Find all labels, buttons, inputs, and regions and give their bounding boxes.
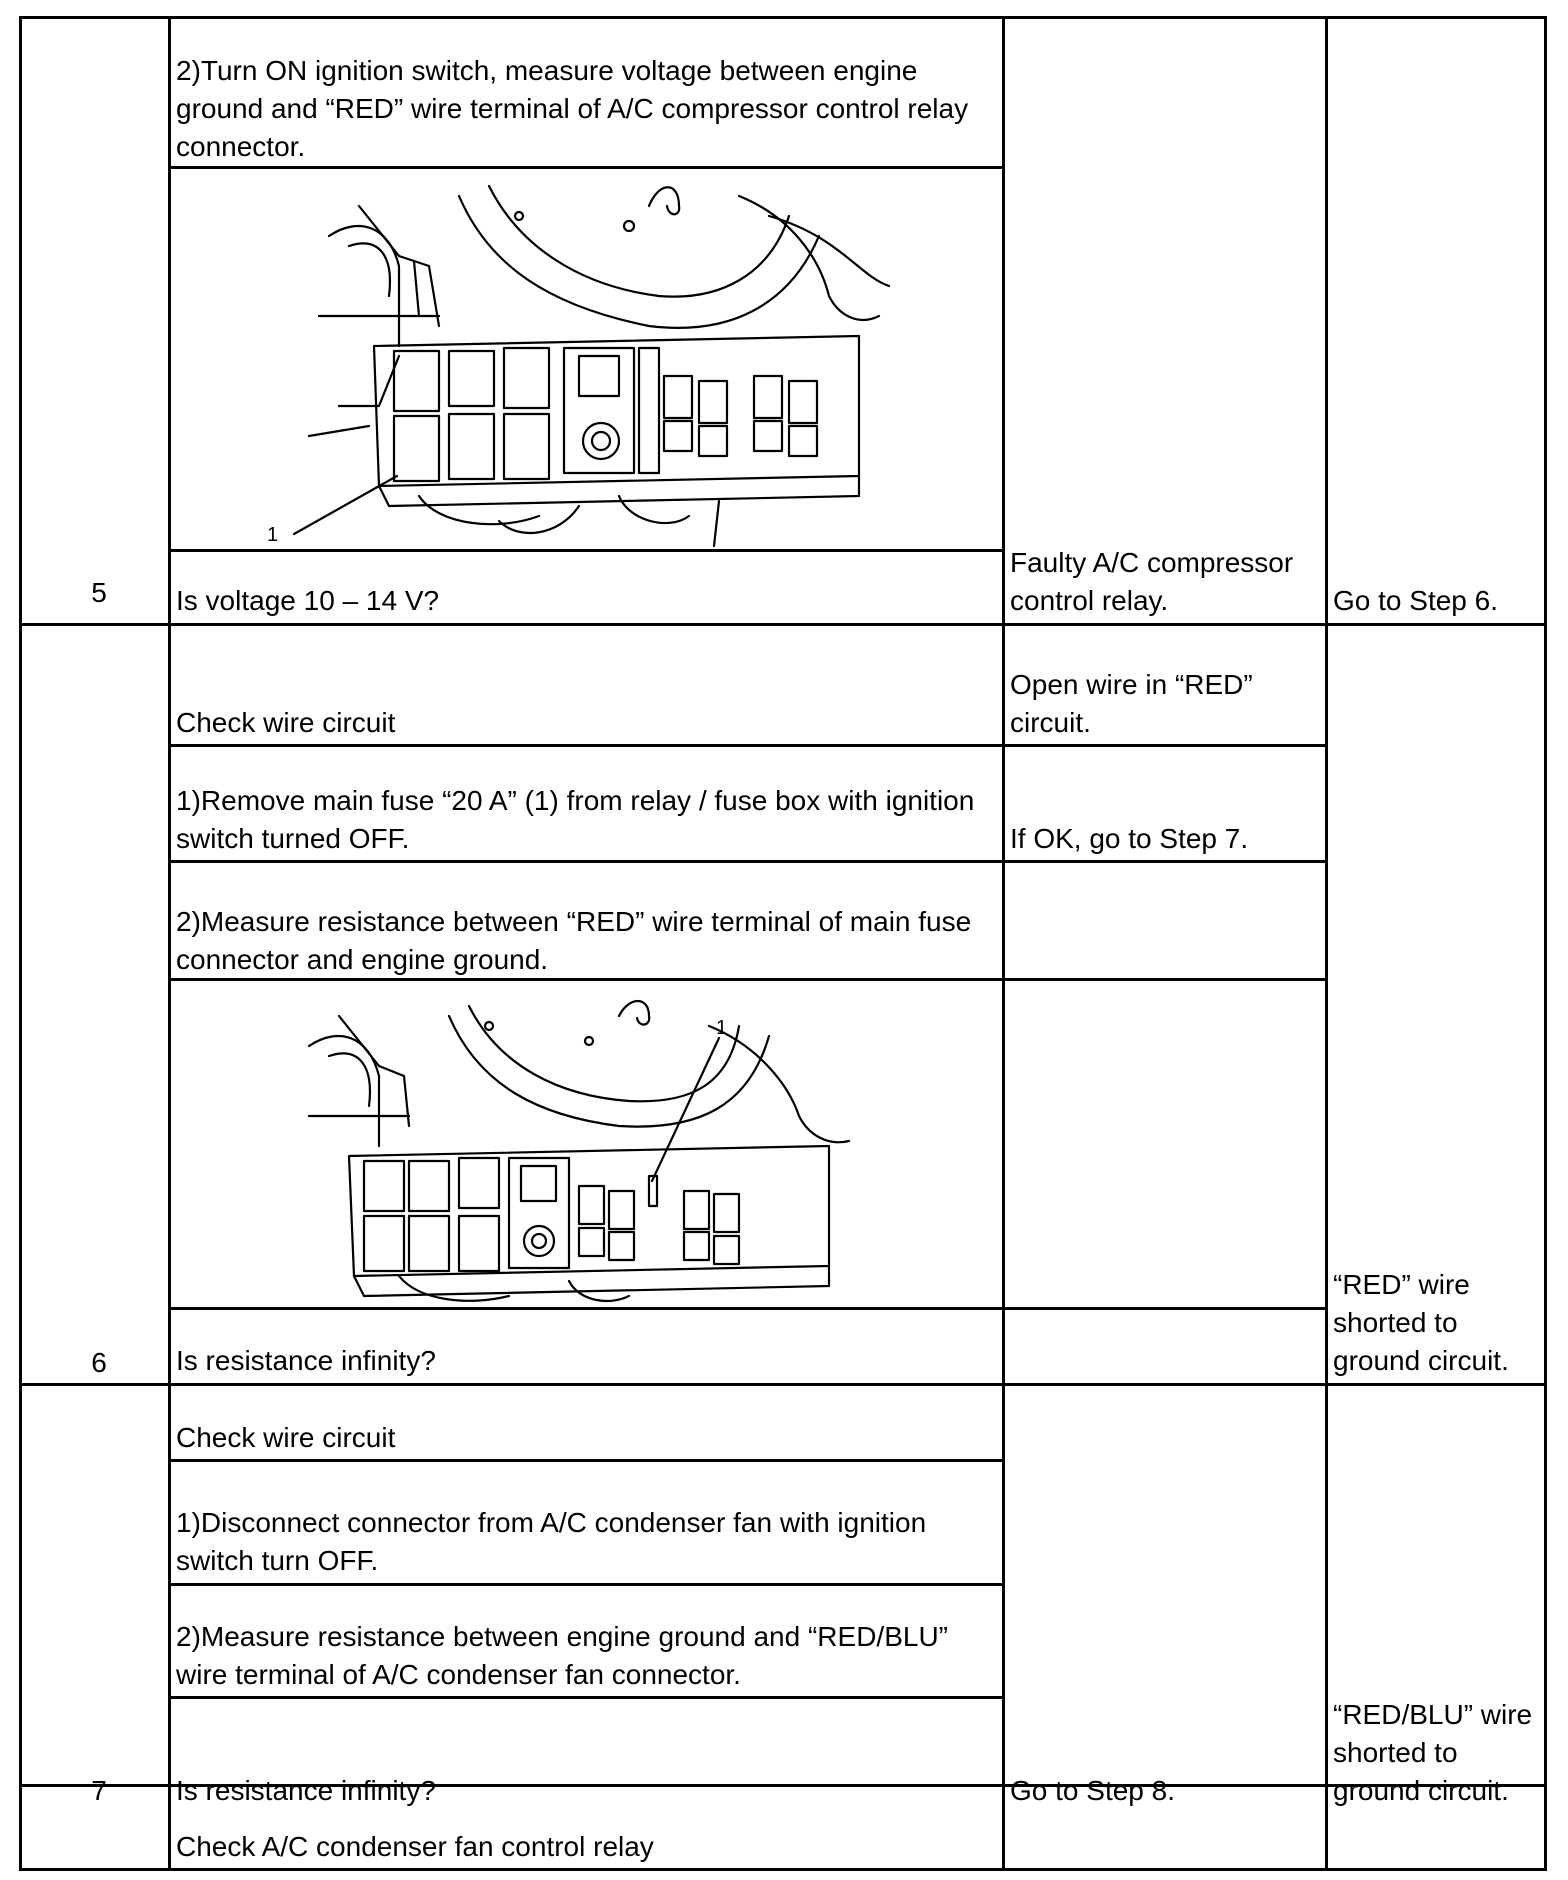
step-question: Is resistance infinity? bbox=[176, 1345, 436, 1376]
table-border-left bbox=[19, 16, 22, 1871]
step-question: Is voltage 10 – 14 V? bbox=[176, 585, 440, 616]
row6-divider-a bbox=[168, 744, 1327, 747]
step-number: 5 bbox=[91, 577, 107, 608]
row-divider-5-6 bbox=[19, 623, 1547, 626]
diagnostic-table bbox=[19, 16, 1547, 1871]
row7-divider-a bbox=[168, 1459, 1004, 1462]
main-fuse-illustration bbox=[309, 996, 869, 1306]
row5-divider-a bbox=[168, 166, 1004, 169]
yes-result: Faulty A/C compressor control relay. bbox=[1010, 547, 1294, 616]
step-title: Check wire circuit bbox=[176, 1422, 396, 1453]
row6-divider-e bbox=[1002, 1307, 1327, 1310]
column-divider-step bbox=[168, 16, 171, 1871]
column-divider-action bbox=[1002, 16, 1005, 1871]
step-question: Is resistance infinity? bbox=[176, 1775, 436, 1806]
row5-divider-b bbox=[168, 549, 1004, 552]
row6-divider-b bbox=[168, 860, 1327, 863]
no-result: “RED” wire shorted to ground circuit. bbox=[1333, 1269, 1509, 1376]
step-title: Check wire circuit bbox=[176, 707, 396, 738]
table-border-right bbox=[1544, 16, 1547, 1871]
step-title: Check A/C condenser fan control relay bbox=[176, 1831, 654, 1862]
no-result: “RED/BLU” wire shorted to ground circuit. bbox=[1333, 1699, 1533, 1806]
relay-box-illustration bbox=[267, 176, 899, 546]
step-number: 7 bbox=[91, 1775, 107, 1806]
table-border-top bbox=[19, 16, 1547, 19]
row-divider-6-7 bbox=[19, 1383, 1547, 1386]
step-number: 6 bbox=[91, 1347, 107, 1378]
step-instruction: 2)Measure resistance between engine ground and “RED/BLU” wire terminal of A/C condenser fan connector. bbox=[176, 1621, 948, 1690]
svg-text:1: 1 bbox=[716, 1017, 728, 1039]
row7-divider-b bbox=[168, 1583, 1004, 1586]
yes-title-result: Open wire in “RED” circuit. bbox=[1010, 669, 1253, 738]
yes-result: Go to Step 8. bbox=[1010, 1775, 1175, 1806]
table-border-bottom bbox=[19, 1868, 1547, 1871]
svg-text:1: 1 bbox=[267, 524, 279, 546]
yes-instruction-result: If OK, go to Step 7. bbox=[1010, 823, 1249, 854]
row6-divider-d bbox=[168, 1307, 1004, 1310]
column-divider-yes bbox=[1325, 16, 1328, 1871]
step-instruction: 2)Turn ON ignition switch, measure voltage between engine ground and “RED” wire terminal of A/C compressor control relay connector. bbox=[176, 55, 969, 162]
row7-divider-c bbox=[168, 1696, 1004, 1699]
step-instruction: 2)Measure resistance between “RED” wire terminal of main fuse connector and engine ground. bbox=[176, 906, 972, 975]
step-instruction: 1)Disconnect connector from A/C condenser fan with ignition switch turn OFF. bbox=[176, 1507, 927, 1576]
step-instruction: 1)Remove main fuse “20 A” (1) from relay / fuse box with ignition switch turned OFF. bbox=[176, 785, 975, 854]
no-result: Go to Step 6. bbox=[1333, 585, 1498, 616]
